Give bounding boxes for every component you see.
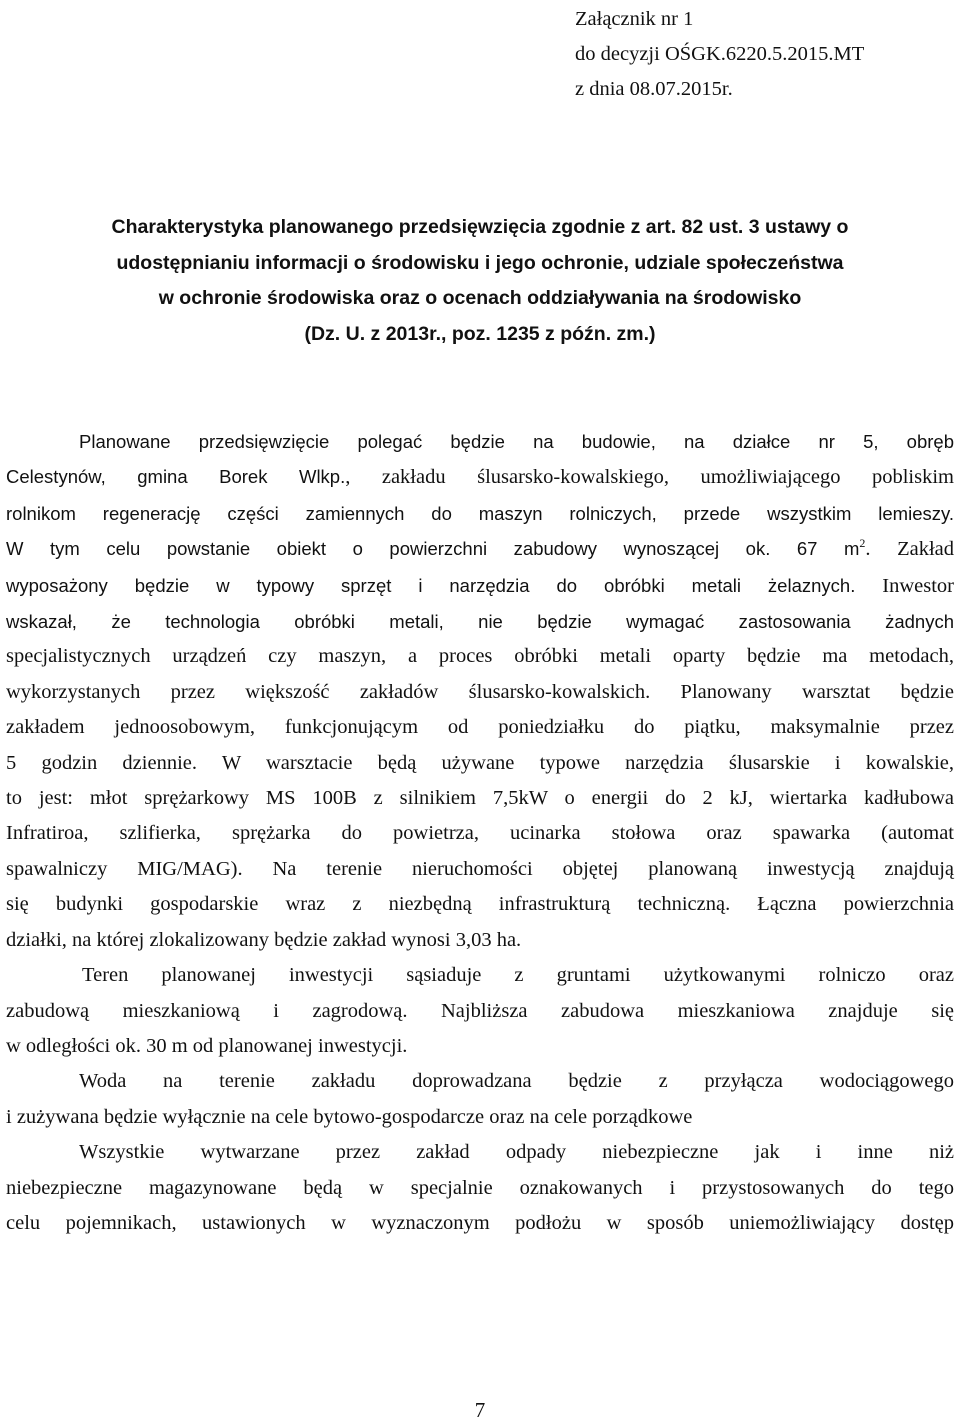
title-line: (Dz. U. z 2013r., poz. 1235 z późn. zm.): [304, 322, 656, 345]
text-span: . Zakład: [865, 538, 954, 561]
text-span: Planowany warsztat będzie: [650, 680, 955, 703]
page-number: 7: [474, 1398, 486, 1422]
paragraph-line: i zużywana będzie wyłącznie na cele bytowo-gospodarcze oraz na cele porządkowe: [6, 1105, 693, 1128]
attachment-number: Załącznik nr 1: [575, 8, 694, 30]
paragraph-line: Woda na terenie zakładu doprowadzana będzie z przyłącza wodociągowego: [79, 1070, 954, 1093]
paragraph-line: Planowane przedsięwzięcie polegać będzie na budowie, na działce nr 5, obręb: [79, 431, 954, 452]
text-span: Celestynów, gmina Borek Wlkp.: [6, 466, 346, 488]
paragraph-line: [6, 746, 954, 781]
paragraph-line: [6, 675, 954, 710]
paragraph-line: wskazał, że technologia obróbki metali, nie będzie wymagać zastosowania żadnych: [6, 611, 954, 633]
paragraph-line: się budynki gospodarskie wraz z niezbędną infrastrukturą techniczną. Łączna powierzchnia: [6, 893, 954, 916]
paragraph-line: [6, 531, 954, 567]
document-body: [6, 424, 954, 1241]
text-span: 5 godzin dziennie.: [6, 751, 197, 774]
text-span: wykorzystanych przez większość zakładów ślusarsko-kowalskich.: [6, 680, 651, 703]
paragraph-line: zabudową mieszkaniową i zagrodową. Najbliższa zabudowa mieszkaniowa znajduje się: [6, 999, 954, 1022]
superscript: 2: [859, 536, 866, 551]
paragraph-line: specjalistycznych urządzeń czy maszyn, a proces obróbki metali oparty będzie ma metodach,: [6, 645, 954, 668]
paragraph-line: Infratiroa, szlifierka, sprężarka do powietrza, ucinarka stołowa oraz spawarka (automat: [6, 822, 954, 845]
text-span: W tym celu powstanie obiekt o powierzchni zabudowy wynoszącej ok. 67 m: [6, 538, 860, 560]
paragraph-line: celu pojemnikach, ustawionych w wyznaczonym podłożu w sposób uniemożliwiający dostęp: [6, 1211, 954, 1234]
paragraph-line: [6, 568, 954, 604]
paragraph-line: rolnikom regenerację części zamiennych do maszyn rolniczych, przede wszystkim lemieszy.: [6, 502, 954, 524]
paragraph-line: niebezpieczne magazynowane będą w specjalnie oznakowanych i przystosowanych do tego: [6, 1176, 954, 1199]
attachment-date: z dnia 08.07.2015r.: [575, 78, 733, 100]
text-span: W warsztacie będą używane typowe narzędzia ślusarskie i kowalskie,: [197, 751, 955, 774]
text-span: , zakładu ślusarsko-kowalskiego, umożliwiającego pobliskim: [345, 466, 954, 489]
title-line: Charakterystyka planowanego przedsięwzięcia zgodnie z art. 82 ust. 3 ustawy o: [111, 216, 849, 238]
title-line: udostępnianiu informacji o środowisku i jego ochronie, udziale społeczeństwa: [116, 251, 844, 274]
paragraph-line: to jest: młot sprężarkowy MS 100B z silnikiem 7,5kW o energii do 2 kJ, wiertarka kadłubowa: [6, 787, 954, 810]
text-span: Inwestor: [855, 574, 954, 597]
attachment-decision-ref: do decyzji OŚGK.6220.5.2015.MT: [575, 43, 865, 65]
paragraph-line: Wszystkie wytwarzane przez zakład odpady niebezpieczne jak i inne niż: [79, 1141, 954, 1164]
paragraph-line: działki, na której zlokalizowany będzie zakład wynosi 3,03 ha.: [6, 928, 522, 951]
document-title: [30, 210, 930, 352]
paragraph-line: w odległości ok. 30 m od planowanej inwestycji.: [6, 1034, 408, 1057]
paragraph-line: spawalniczy MIG/MAG). Na terenie nieruchomości objętej planowaną inwestycją znajdują: [6, 857, 954, 880]
title-line: w ochronie środowiska oraz o ocenach oddziaływania na środowisko: [158, 287, 802, 309]
text-span: wyposażony będzie w typowy sprzęt i narzędzia do obróbki metali żelaznych.: [6, 574, 856, 596]
attachment-header: [575, 2, 864, 107]
paragraph-line: [6, 459, 954, 495]
paragraph-line: zakładem jednoosobowym, funkcjonującym od poniedziałku do piątku, maksymalnie przez: [6, 716, 954, 739]
paragraph-line: Teren planowanej inwestycji sąsiaduje z gruntami użytkowanymi rolniczo oraz: [82, 964, 954, 987]
